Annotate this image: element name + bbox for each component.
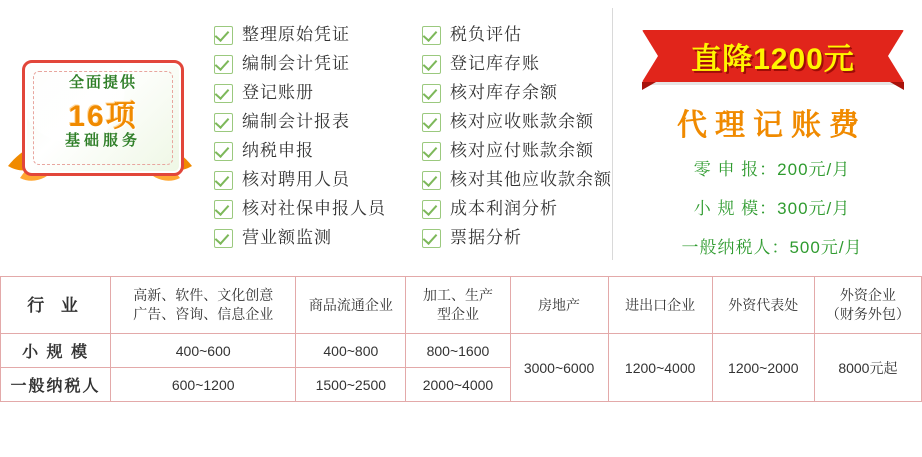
check-icon	[422, 200, 441, 219]
list-item-label: 纳税申报	[242, 141, 314, 160]
list-item-label: 核对应付账款余额	[450, 141, 594, 160]
list-item	[214, 111, 386, 133]
check-icon	[422, 55, 441, 74]
list-item-label: 税负评估	[450, 25, 522, 44]
check-icon	[422, 113, 441, 132]
list-item	[422, 53, 612, 75]
list-item	[214, 24, 386, 46]
check-icon	[214, 26, 233, 45]
list-item	[214, 227, 386, 249]
cell-small-hightech: 400~600	[111, 334, 296, 368]
list-item-label: 登记账册	[242, 83, 314, 102]
badge-line-1: 全面提供	[68, 74, 137, 91]
list-item	[214, 82, 386, 104]
cell-small-manufacturing: 800~1600	[406, 334, 510, 368]
check-icon	[214, 229, 233, 248]
badge-line-3: 基础服务	[64, 132, 141, 149]
list-item-label: 整理原始凭证	[242, 25, 350, 44]
cell-importexport: 1200~4000	[608, 334, 712, 402]
list-item	[422, 24, 612, 46]
list-item-label: 核对库存余额	[450, 83, 558, 102]
check-icon	[214, 113, 233, 132]
cell-foreign-office: 1200~2000	[712, 334, 814, 402]
checklist-column-1	[214, 24, 386, 249]
badge-line-2: 16项	[68, 100, 138, 133]
table-header-foreign-office: 外资代表处	[712, 277, 814, 334]
table-header-importexport: 进出口企业	[608, 277, 712, 334]
check-icon	[214, 200, 233, 219]
cell-small-trading: 400~800	[296, 334, 406, 368]
pricing-table	[0, 276, 922, 402]
list-item	[214, 53, 386, 75]
list-item-label: 成本利润分析	[450, 199, 558, 218]
vertical-divider	[612, 8, 613, 260]
list-item	[422, 111, 612, 133]
table-header-manufacturing-line1: 加工、生产	[422, 287, 493, 303]
cell-realestate: 3000~6000	[510, 334, 608, 402]
discount-banner	[642, 30, 904, 88]
list-item-label: 核对社保申报人员	[242, 199, 386, 218]
table-header-foreign-company	[814, 277, 921, 334]
table-header-realestate: 房地产	[510, 277, 608, 334]
check-icon	[214, 171, 233, 190]
price-item: 一般纳税人：500元/月	[681, 238, 863, 257]
list-item	[422, 227, 612, 249]
list-item-label: 核对应收账款余额	[450, 112, 594, 131]
row-label-small-scale: 小 规 模	[1, 334, 111, 368]
table-header-hightech-line1: 高新、软件、文化创意	[133, 287, 274, 303]
check-icon	[422, 142, 441, 161]
table-header-hightech	[111, 277, 296, 334]
check-icon	[214, 55, 233, 74]
check-icon	[214, 142, 233, 161]
price-panel	[622, 0, 922, 268]
table-header-hightech-line2: 广告、咨询、信息企业	[133, 306, 274, 322]
list-item	[422, 198, 612, 220]
check-icon	[422, 84, 441, 103]
list-item	[214, 198, 386, 220]
service-badge	[0, 0, 200, 260]
discount-banner-text: 直降1200元	[691, 43, 855, 76]
list-item	[422, 82, 612, 104]
list-item	[422, 140, 612, 162]
list-item-label: 编制会计凭证	[242, 54, 350, 73]
badge-seal	[22, 60, 184, 176]
table-header-foreign-company-line1: 外资企业	[839, 287, 896, 303]
cell-foreign-company: 8000元起	[814, 334, 921, 402]
price-list	[622, 155, 922, 258]
checklist-column-2	[422, 24, 612, 249]
table-header-row	[1, 277, 922, 334]
table-header-foreign-company-line2: （财务外包）	[825, 306, 910, 322]
cell-general-manufacturing: 2000~4000	[406, 368, 510, 402]
list-item-label: 登记库存账	[450, 54, 540, 73]
table-header-manufacturing	[406, 277, 510, 334]
table-header-manufacturing-line2: 型企业	[436, 306, 479, 322]
cell-general-hightech: 600~1200	[111, 368, 296, 402]
list-item-label: 编制会计报表	[242, 112, 350, 131]
check-icon	[422, 26, 441, 45]
check-icon	[422, 171, 441, 190]
price-panel-title: 代理记账费	[677, 109, 867, 142]
list-item-label: 票据分析	[450, 228, 522, 247]
cell-general-trading: 1500~2500	[296, 368, 406, 402]
table-header-trading: 商品流通企业	[296, 277, 406, 334]
list-item	[214, 140, 386, 162]
list-item	[214, 169, 386, 191]
check-icon	[422, 229, 441, 248]
table-header-industry: 行 业	[1, 277, 111, 334]
list-item-label: 营业额监测	[242, 228, 332, 247]
list-item	[422, 169, 612, 191]
table-row	[1, 334, 922, 368]
price-item: 小 规 模：300元/月	[693, 199, 851, 218]
price-item: 零 申 报：200元/月	[693, 160, 851, 179]
row-label-general-taxpayer: 一般纳税人	[1, 368, 111, 402]
list-item-label: 核对其他应收款余额	[450, 170, 612, 189]
list-item-label: 核对聘用人员	[242, 170, 350, 189]
check-icon	[214, 84, 233, 103]
